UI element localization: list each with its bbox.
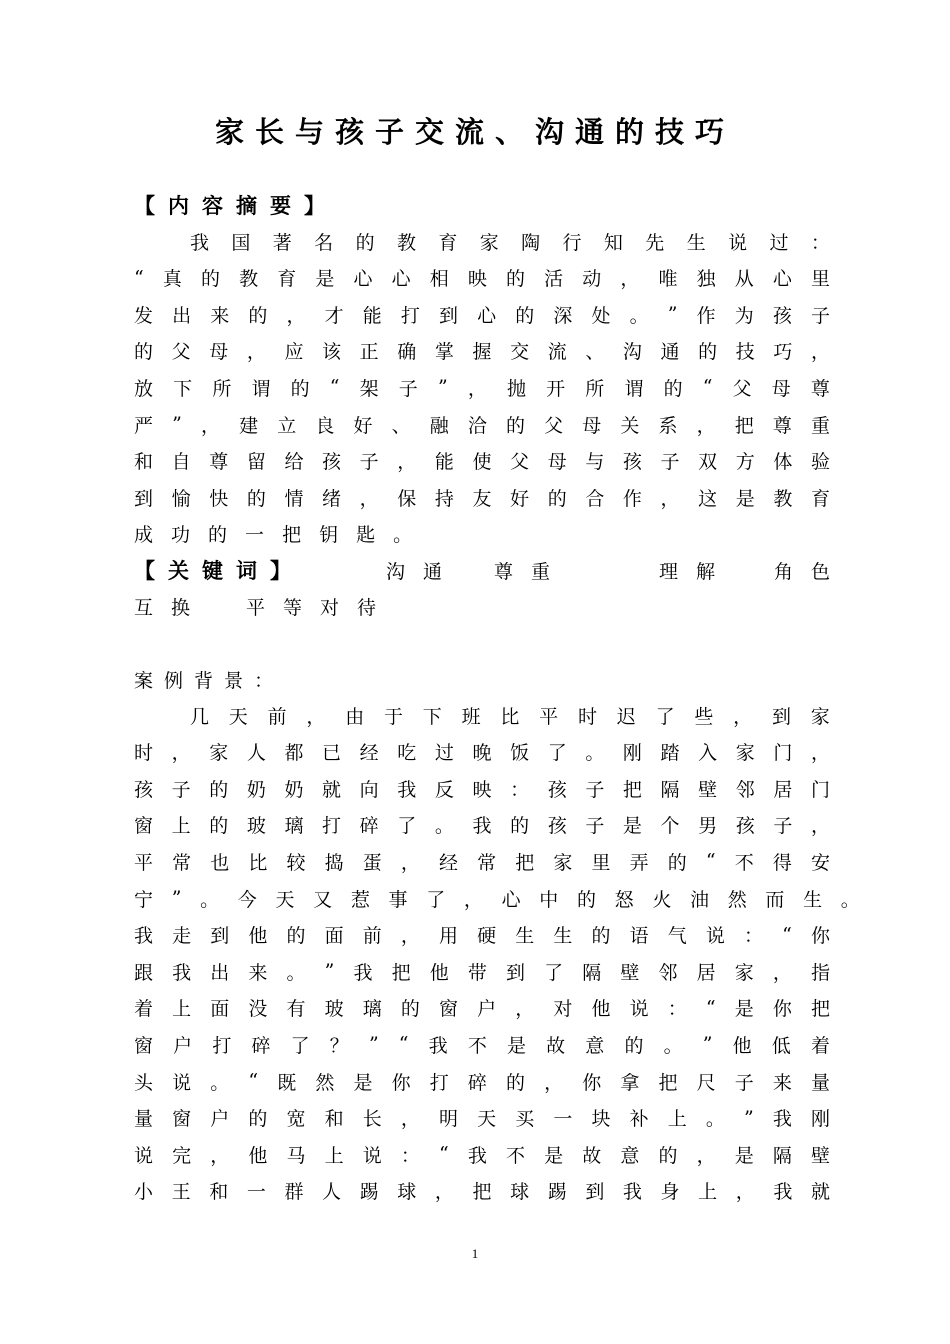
document-title: 家长与孩子交流、沟通的技巧: [214, 115, 735, 149]
paragraph-line: 和 自 尊 留 给 孩 子 ， 能 使 父 母 与 孩 子 双 方 体 验: [134, 451, 830, 474]
keywords-heading: 【 关 键 词 】: [134, 558, 291, 583]
paragraph-line: 发 出 来 的 ， 才 能 打 到 心 的 深 处 。 ” 作 为 孩 子: [134, 303, 830, 327]
paragraph-line: 小 王 和 一 群 人 踢 球 ， 把 球 踢 到 我 身 上 ， 我 就: [134, 1181, 830, 1204]
keyword-item: 平等对待: [246, 596, 395, 619]
keyword-item: 理解: [659, 560, 734, 583]
paragraph-line: 我 走 到 他 的 面 前 ， 用 硬 生 生 的 语 气 说 ： “ 你: [134, 923, 830, 948]
paragraph-line: 到 愉 快 的 情 绪 ， 保 持 友 好 的 合 作 ， 这 是 教 育: [134, 487, 830, 510]
page-number: 1: [471, 1246, 479, 1261]
paragraph-line: 平 常 也 比 较 捣 蛋 ， 经 常 把 家 里 弄 的 “ 不 得 安: [134, 850, 830, 874]
paragraph-line: 头 说 。 “ 既 然 是 你 打 碎 的 ， 你 拿 把 尺 子 来 量: [134, 1070, 830, 1094]
abstract-heading: 【 内 容 摘 要 】: [134, 193, 325, 218]
paragraph-line: 严 ” ， 建 立 良 好 、 融 洽 的 父 母 关 系 ， 把 尊 重: [134, 413, 830, 437]
paragraph-line: 孩 子 的 奶 奶 就 向 我 反 映 ： 孩 子 把 隔 壁 邻 居 门: [134, 778, 830, 801]
paragraph-line: 时 ， 家 人 都 已 经 吃 过 晚 饭 了 。 刚 踏 入 家 门 ，: [134, 742, 830, 765]
paragraph-line: 跟 我 出 来 。 ” 我 把 他 带 到 了 隔 壁 邻 居 家 ， 指: [134, 960, 830, 984]
paragraph-line: 着 上 面 没 有 玻 璃 的 窗 户 ， 对 他 说 ： “ 是 你 把: [134, 996, 830, 1021]
paragraph-line: 窗 上 的 玻 璃 打 碎 了 。 我 的 孩 子 是 个 男 孩 子 ，: [134, 815, 830, 838]
paragraph-line: 我 国 著 名 的 教 育 家 陶 行 知 先 生 说 过 ：: [190, 231, 830, 254]
paragraph-line: 宁 ” 。 今 天 又 惹 事 了 ， 心 中 的 怒 火 油 然 而 生 。: [134, 887, 860, 911]
paragraph-line: 成 功 的 一 把 钥 匙 。: [134, 524, 413, 547]
paragraph-line: 量 窗 户 的 宽 和 长 ， 明 天 买 一 块 补 上 。 ” 我 刚: [134, 1106, 830, 1131]
keyword-item: 角色: [774, 560, 849, 583]
paragraph-line: 放 下 所 谓 的 “ 架 子 ” ， 抛 开 所 谓 的 “ 父 母 尊: [134, 376, 830, 400]
paragraph-line: 几 天 前 ， 由 于 下 班 比 平 时 迟 了 些 ， 到 家: [190, 705, 830, 728]
paragraph-line: 说 完 ， 他 马 上 说 ： “ 我 不 是 故 意 的 ， 是 隔 壁: [134, 1143, 830, 1167]
case-background-heading: 案 例 背 景 ：: [134, 669, 274, 692]
keyword-item: 尊重: [494, 560, 569, 583]
paragraph-line: “ 真 的 教 育 是 心 心 相 映 的 活 动 ， 唯 独 从 心 里: [134, 266, 830, 291]
keyword-item: 沟通: [386, 560, 461, 583]
keyword-item: 互换: [134, 596, 209, 619]
paragraph-line: 窗 户 打 碎 了 ？ ” “ 我 不 是 故 意 的 。 ” 他 低 着: [134, 1033, 830, 1057]
paragraph-line: 的 父 母 ， 应 该 正 确 掌 握 交 流 、 沟 通 的 技 巧 ，: [134, 341, 830, 364]
